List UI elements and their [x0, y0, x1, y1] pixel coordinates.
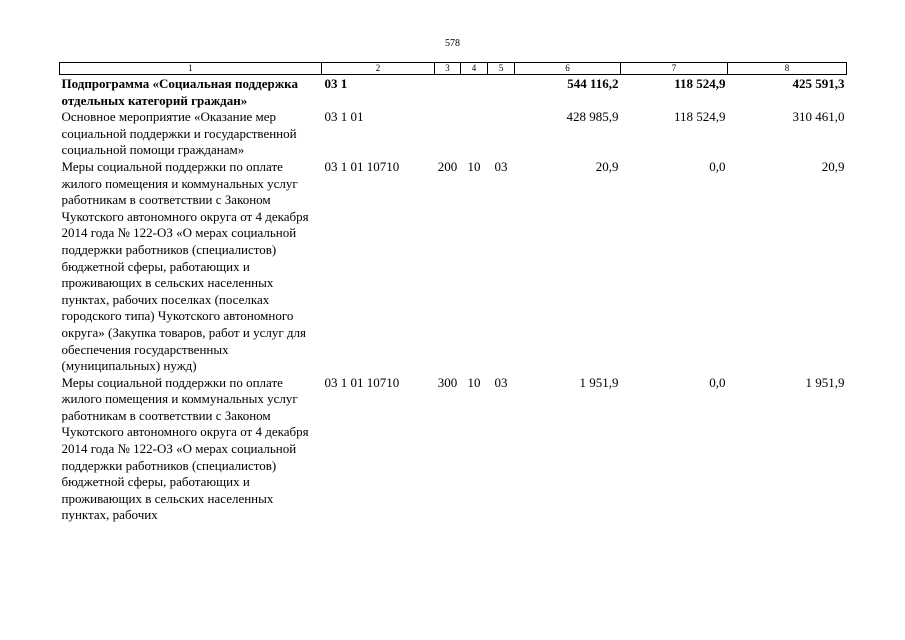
row-vr: 300 — [437, 374, 458, 390]
row-total: 1 951,9 — [579, 374, 619, 390]
budget-table — [59, 62, 847, 524]
row-regional: 1 951,9 — [805, 374, 845, 390]
row-rz: 10 — [467, 158, 481, 174]
column-number: 6 — [515, 63, 621, 75]
row-pr: 03 — [494, 374, 508, 390]
row-name: Подпрограмма «Социальная поддержка отдельных категорий граждан» — [61, 76, 298, 108]
row-code: 03 1 01 10710 — [324, 158, 400, 174]
row-rz — [461, 75, 488, 110]
row-federal: 0,0 — [709, 374, 726, 390]
table-row-subprogram — [60, 75, 847, 110]
column-number-row — [60, 63, 847, 75]
row-regional: 310 461,0 — [792, 109, 845, 125]
column-number: 7 — [621, 63, 728, 75]
row-pr: 03 — [494, 158, 508, 174]
table-row — [60, 375, 847, 524]
row-federal: 0,0 — [709, 158, 726, 174]
row-vr — [435, 109, 461, 159]
column-number: 8 — [728, 63, 847, 75]
row-vr — [435, 75, 461, 110]
row-total: 428 985,9 — [566, 109, 619, 125]
row-total: 544 116,2 — [567, 76, 619, 91]
row-regional: 425 591,3 — [792, 76, 845, 91]
row-federal: 118 524,9 — [674, 76, 726, 91]
row-total: 20,9 — [595, 158, 619, 174]
row-name: Меры социальной поддержки по оплате жилого помещения и коммунальных услуг работникам в соответствии с Законом Чукотского автономного округа от 4 декабря 2014 года № 122-ОЗ «О мерах социальной поддержки работников (специалистов) бюджетной сферы, работающих и проживающих в сельских населенных пунктах, рабочих поселках (поселках городского типа) Чукотского автономного округа» (Закупка товаров, работ и услуг для обеспечения государственных (муниципальных) нужд) — [61, 158, 309, 374]
column-number: 5 — [488, 63, 515, 75]
column-number: 3 — [435, 63, 461, 75]
row-name: Меры социальной поддержки по оплате жилого помещения и коммунальных услуг работникам в соответствии с Законом Чукотского автономного округа от 4 декабря 2014 года № 122-ОЗ «О мерах социальной поддержки работников (специалистов) бюджетной сферы, работающих и проживающих в сельских населенных пунктах, рабочих — [61, 374, 309, 523]
column-number: 2 — [322, 63, 435, 75]
row-code: 03 1 01 10710 — [324, 374, 400, 390]
row-pr — [488, 109, 515, 159]
row-name: Основное мероприятие «Оказание мер социальной поддержки и государственной социальной помощи гражданам» — [61, 109, 297, 158]
column-number: 1 — [60, 63, 322, 75]
row-vr: 200 — [437, 158, 458, 174]
row-rz — [461, 109, 488, 159]
column-number: 4 — [461, 63, 488, 75]
row-code: 03 1 — [324, 76, 348, 91]
table-row — [60, 109, 847, 159]
table-row — [60, 159, 847, 375]
row-pr — [488, 75, 515, 110]
row-federal: 118 524,9 — [673, 109, 726, 125]
row-code: 03 1 01 — [324, 109, 364, 125]
row-regional: 20,9 — [821, 158, 845, 174]
page-number: 578 — [445, 38, 460, 49]
row-rz: 10 — [467, 374, 481, 390]
